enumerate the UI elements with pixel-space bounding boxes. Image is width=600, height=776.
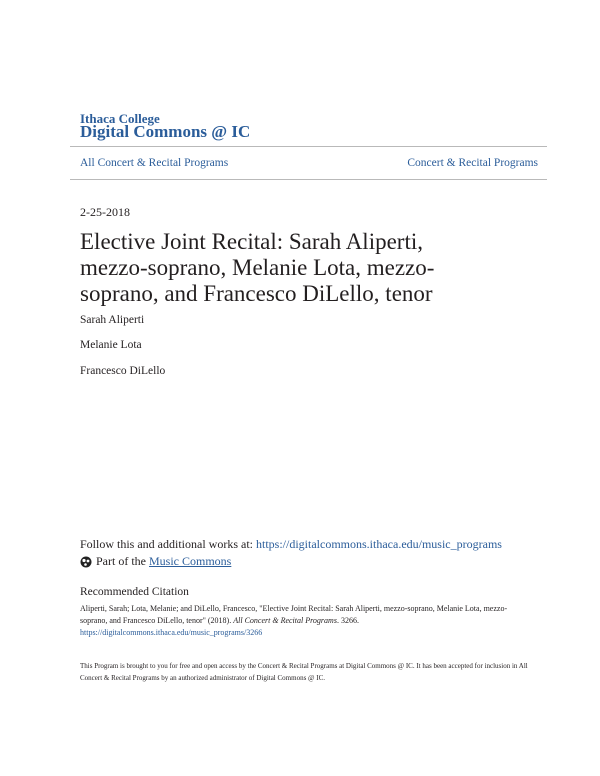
citation-series: All Concert & Recital Programs: [233, 616, 337, 625]
college-name: Ithaca College: [80, 111, 160, 126]
recommended-citation-heading: Recommended Citation: [80, 586, 189, 598]
author-2: Melanie Lota: [80, 339, 142, 351]
access-statement: This Program is brought to you for free and open access by the Concert & Recital Programs at Digital Commons @ IC. It has been accepted for inclusion in All Concert & Recital Programs by an authorized administrator of Digital Commons @ IC.: [80, 662, 528, 682]
page-title: Elective Joint Recital: Sarah Aliperti, mezzo-soprano, Melanie Lota, mezzo-soprano, and Francesco DiLello, tenor: [80, 229, 435, 306]
network-icon: [80, 556, 92, 568]
top-divider: [70, 146, 547, 147]
repository-name[interactable]: Digital Commons @ IC: [80, 122, 251, 141]
citation-number: . 3266.: [336, 616, 359, 625]
author-3: Francesco DiLello: [80, 365, 166, 377]
author-1: Sarah Aliperti: [80, 314, 145, 326]
programs-link[interactable]: Concert & Recital Programs: [407, 157, 538, 169]
collection-url-link[interactable]: https://digitalcommons.ithaca.edu/music_programs: [256, 537, 502, 551]
follow-line: [80, 537, 502, 552]
citation-url-link[interactable]: https://digitalcommons.ithaca.edu/music_programs/3266: [80, 628, 263, 637]
music-commons-link[interactable]: Music Commons: [149, 554, 232, 568]
part-of-line: [80, 554, 231, 569]
citation-text: [80, 603, 528, 639]
all-programs-link[interactable]: All Concert & Recital Programs: [80, 157, 229, 169]
bottom-divider: [70, 179, 547, 180]
follow-prefix: Follow this and additional works at:: [80, 537, 253, 551]
publication-date: 2-25-2018: [80, 205, 130, 219]
part-of-prefix: Part of the: [96, 554, 146, 568]
citation-body: Aliperti, Sarah; Lota, Melanie; and DiLello, Francesco, "Elective Joint Recital: Sarah Aliperti, mezzo-soprano, Melanie Lota, mezzo-soprano, and Francesco DiLello, tenor" (2018).: [80, 604, 508, 625]
